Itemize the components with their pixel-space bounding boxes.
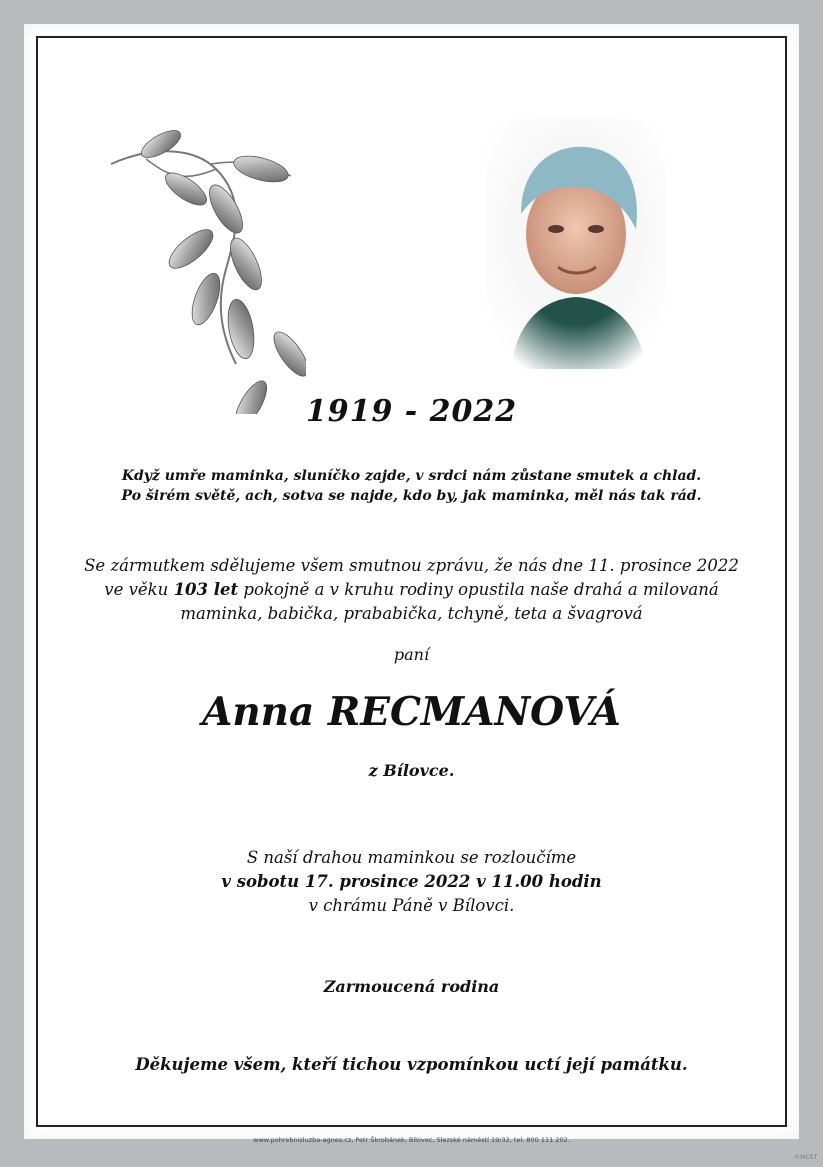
origin-place: z Bílovce.: [368, 761, 455, 780]
footer-contact: www.pohrebnisluzba-agnes.cz, Petr Škrobánek, Bílovec, Slezské náměstí 19/32, tel. 800 111 202.: [253, 1136, 570, 1144]
leaves-branch-illustration: [86, 114, 306, 414]
funeral-details: [24, 846, 799, 918]
poem: [24, 466, 799, 506]
deceased-name: Anna RECMANOVÁ: [202, 689, 621, 735]
funeral-line: S naší drahou maminkou se rozloučíme: [246, 848, 577, 867]
death-announcement: [24, 554, 799, 626]
title-prefix: paní: [393, 645, 430, 664]
age-highlight: 103 let: [173, 580, 239, 599]
parte-card: [24, 24, 799, 1144]
announcement-text: ve věku: [104, 580, 174, 599]
funeral-line: v chrámu Páně v Bílovci.: [308, 896, 515, 915]
announcement-line: maminka, babička, prababička, tchyně, teta a švagrová: [180, 604, 643, 623]
funeral-datetime: v sobotu 17. prosince 2022 v 11.00 hodin: [221, 872, 602, 891]
portrait-photo: [486, 119, 666, 369]
thanks-text: Děkujeme všem, kteří tichou vzpomínkou uctí její památku.: [135, 1055, 688, 1074]
announcement-line: Se zármutkem sdělujeme všem smutnou zprávu, že nás dne 11. prosince 2022: [84, 556, 739, 575]
portrait-graphic: [486, 119, 666, 369]
poem-line: Po širém světě, ach, sotva se najde, kdo by, jak maminka, měl nás tak rád.: [121, 488, 702, 504]
copyright-mark: ©MCST: [794, 1154, 817, 1161]
poem-line: Když umře maminka, sluníčko zajde, v srdci nám zůstane smutek a chlad.: [121, 468, 702, 484]
announcement-text: pokojně a v kruhu rodiny opustila naše drahá a milovaná: [238, 580, 719, 599]
announcement-line: [24, 578, 799, 602]
life-years: 1919 - 2022: [305, 394, 518, 429]
family-signature: Zarmoucená rodina: [323, 977, 500, 996]
